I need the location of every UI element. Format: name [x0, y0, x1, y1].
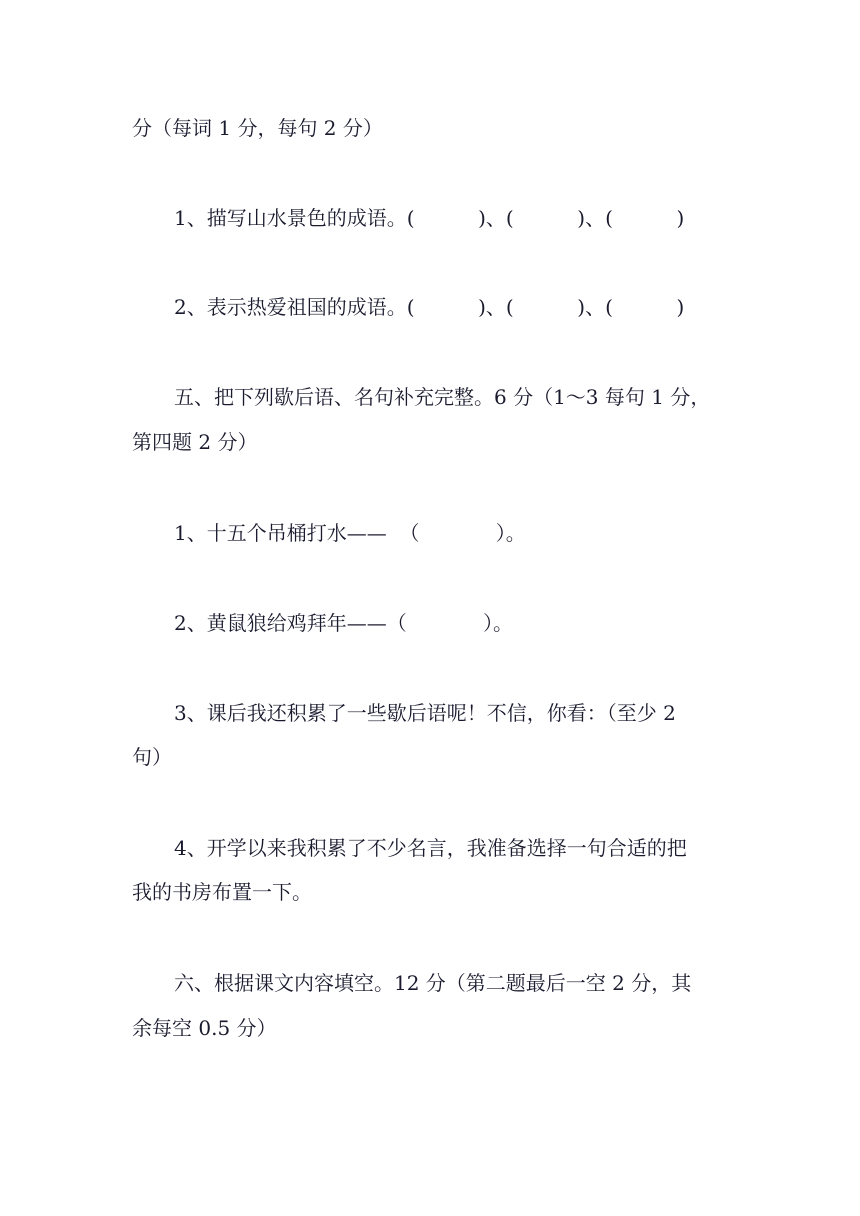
section-five-heading: 五、把下列歇后语、名句补充完整。6 分（1～3 每句 1 分， — [174, 385, 711, 409]
xiehouyu-question-2: 2、黄鼠狼给鸡拜年——（ ）。 — [174, 611, 514, 635]
xiehouyu-question-3: 3、课后我还积累了一些歇后语呢！不信，你看：（至少 2 — [174, 701, 676, 725]
section-six-heading: 六、根据课文内容填空。12 分（第二题最后一空 2 分，其 — [174, 971, 692, 995]
scoring-note-line: 分（每词 1 分，每句 2 分） — [132, 116, 383, 140]
section-six-heading-cont: 余每空 0.5 分） — [132, 1016, 277, 1040]
quote-question-4-cont: 我的书房布置一下。 — [132, 880, 312, 904]
question-1-landscape-idioms: 1、描写山水景色的成语。( )、( )、( ) — [174, 206, 685, 230]
section-five-heading-cont: 第四题 2 分） — [132, 430, 258, 454]
quote-question-4: 4、开学以来我积累了不少名言，我准备选择一句合适的把 — [174, 836, 687, 860]
question-2-patriotic-idioms: 2、表示热爱祖国的成语。( )、( )、( ) — [174, 295, 685, 319]
xiehouyu-question-1: 1、十五个吊桶打水—— （ ）。 — [174, 521, 526, 545]
xiehouyu-question-3-cont: 句） — [132, 745, 172, 769]
